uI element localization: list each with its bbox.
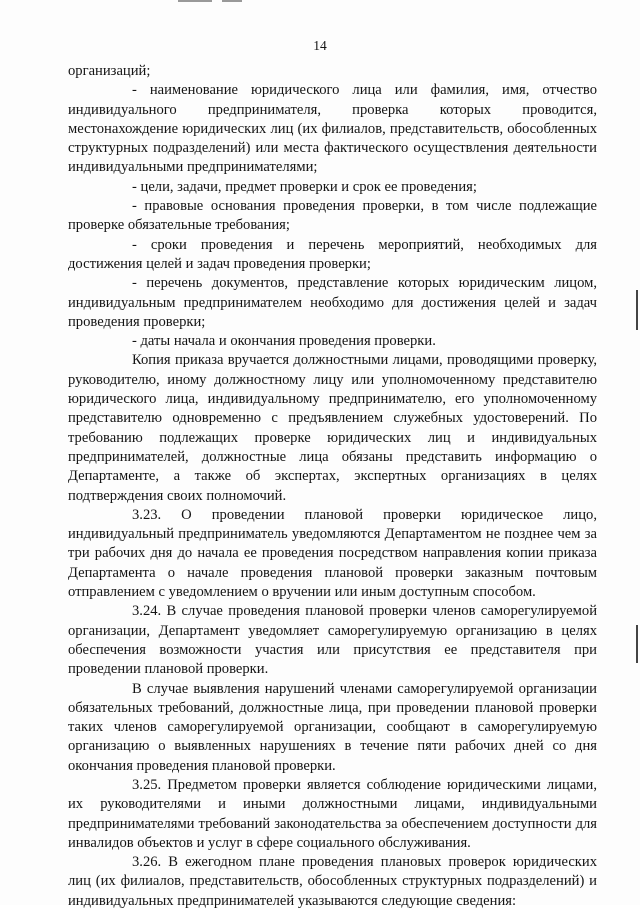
body-text <box>68 62 597 911</box>
paragraph: 3.24. В случае проведения плановой проверки членов саморегулируемой организации, Департамент уведомляет саморегулируемую организацию в целях обеспечения возможности участия или присутствия ее представителя при проведении плановой проверки. <box>68 603 597 678</box>
scan-artifact-edge <box>636 625 638 663</box>
paragraph: - правовые основания проведения проверки, в том числе подлежащие проверке обязательные требования; <box>68 198 597 234</box>
paragraph: Копия приказа вручается должностными лицами, проводящими проверку, руководителю, иному должностному лицу или уполномоченному представителю юридического лица, индивидуальному предпринимателю, его уполномоченному представителю одновременно с предъявлением служебных удостоверений. По требованию подлежащих проверке юридических лиц и индивидуальных предпринимателей, должностные лица обязаны представить информацию о Департаменте, а также об экспертах, экспертных организациях в целях подтверждения своих полномочий. <box>68 352 597 504</box>
paragraph: - наименование юридического лица или фамилия, имя, отчество индивидуального предпринимателя, проверка которых проводится, местонахождение юридических лиц (их филиалов, представительств, обособленных структурных подразделений) или места фактического осуществления деятельности индивидуальными предпринимателями; <box>68 82 597 176</box>
paragraph: организаций; <box>68 63 151 79</box>
paragraph: - сроки проведения и перечень мероприятий, необходимых для достижения целей и задач проведения проверки; <box>68 236 597 272</box>
paragraph: - цели, задачи, предмет проверки и срок ее проведения; <box>132 178 477 195</box>
paragraph: 3.26. В ежегодном плане проведения плановых проверок юридических лиц (их филиалов, представительств, обособленных структурных подразделений) и индивидуальных предпринимателей указываются следующие сведения: <box>68 854 597 909</box>
scan-artifact-top <box>222 0 242 2</box>
paragraph: - даты начала и окончания проведения проверки. <box>132 333 436 350</box>
scan-artifact-top <box>178 0 212 2</box>
paragraph: 3.25. Предметом проверки является соблюдение юридическими лицами, их руководителями и иными должностными лицами, индивидуальными предпринимателями требований законодательства за обеспечением доступности для инвалидов объектов и услуг в сфере социального обслуживания. <box>68 776 597 851</box>
page-number: 14 <box>313 38 327 53</box>
paragraph: В случае выявления нарушений членами саморегулируемой организации обязательных требований, должностные лица, при проведении плановой проверки таких членов саморегулируемой организации, сообщают в саморегулируемую организацию о выявленных нарушениях в течение пяти рабочих дней со дня окончания проведения плановой проверки. <box>68 680 597 774</box>
paragraph: 3.23. О проведении плановой проверки юридическое лицо, индивидуальный предприниматель уведомляются Департаментом не позднее чем за три рабочих дня до начала ее проведения посредством направления копии приказа Департамента о начале проведения плановой проверки заказным почтовым отправлением с уведомлением о вручении или иным доступным способом. <box>68 506 597 601</box>
scan-artifact-edge <box>636 290 638 330</box>
paragraph: - перечень документов, представление которых юридическим лицом, индивидуальным предпринимателем необходимо для достижения целей и задач проведения проверки; <box>68 275 597 330</box>
